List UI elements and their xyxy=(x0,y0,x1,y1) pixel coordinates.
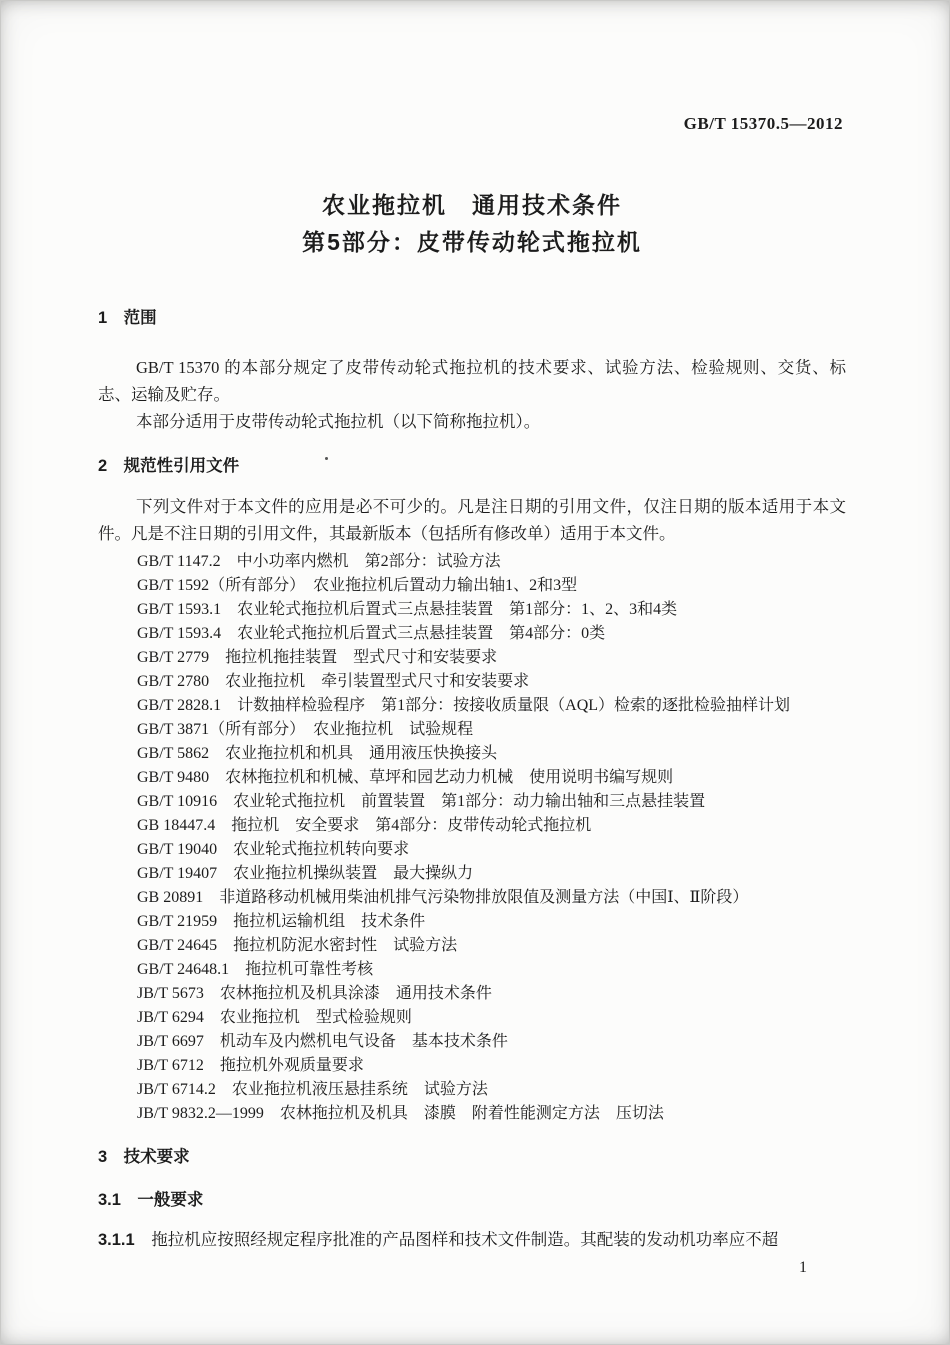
reference-item: JB/T 5673 农林拖拉机及机具涂漆 通用技术条件 xyxy=(137,985,492,1002)
scope-paragraphs xyxy=(98,354,846,435)
section-3-1-heading: 3.1 一般要求 xyxy=(98,1191,204,1209)
clause-3-1-1-number: 3.1.1 xyxy=(98,1231,135,1249)
document-title-line2: 第5部分：皮带传动轮式拖拉机 xyxy=(302,229,642,255)
page-number: 1 xyxy=(799,1259,807,1276)
standard-number: GB/T 15370.5—2012 xyxy=(683,114,843,133)
reference-item: GB/T 24645 拖拉机防泥水密封性 试验方法 xyxy=(137,937,458,954)
reference-item: GB/T 2780 农业拖拉机 牵引装置型式尺寸和安装要求 xyxy=(137,673,530,690)
reference-item: JB/T 6712 拖拉机外观质量要求 xyxy=(137,1057,364,1074)
reference-item: GB/T 1593.4 农业轮式拖拉机后置式三点悬挂装置 第4部分：0类 xyxy=(137,625,606,642)
reference-item: GB/T 19407 农业拖拉机操纵装置 最大操纵力 xyxy=(137,865,474,882)
reference-item: GB/T 19040 农业轮式拖拉机转向要求 xyxy=(137,841,410,858)
document-content xyxy=(1,1,949,1254)
reference-item: GB/T 21959 拖拉机运输机组 技术条件 xyxy=(137,913,426,930)
reference-list xyxy=(98,550,846,1126)
references-intro: 下列文件对于本文件的应用是必不可少的。凡是注日期的引用文件，仅注日期的版本适用于本文件。凡是不注日期的引用文件，其最新版本（包括所有修改单）适用于本文件。 xyxy=(98,497,846,543)
reference-item: JB/T 6697 机动车及内燃机电气设备 基本技术条件 xyxy=(137,1033,508,1050)
section-scope-heading: 1 范围 xyxy=(98,309,157,327)
reference-item: GB/T 9480 农林拖拉机和机械、草坪和园艺动力机械 使用说明书编写规则 xyxy=(137,769,674,786)
section-technical-heading: 3 技术要求 xyxy=(98,1148,190,1166)
reference-item: GB/T 2779 拖拉机拖挂装置 型式尺寸和安装要求 xyxy=(137,649,498,666)
reference-item: JB/T 6294 农业拖拉机 型式检验规则 xyxy=(137,1009,412,1026)
reference-item: GB/T 1592（所有部分） 农业拖拉机后置动力输出轴1、2和3型 xyxy=(137,577,578,594)
section-references-heading: 2 规范性引用文件 xyxy=(98,457,240,475)
references-intro-wrap xyxy=(98,493,846,547)
reference-item: GB/T 5862 农业拖拉机和机具 通用液压快换接头 xyxy=(137,745,498,762)
reference-item: GB/T 3871（所有部分） 农业拖拉机 试验规程 xyxy=(137,721,474,738)
document-title-line1: 农业拖拉机 通用技术条件 xyxy=(322,192,622,218)
reference-item: GB/T 1593.1 农业轮式拖拉机后置式三点悬挂装置 第1部分：1、2、3和4类 xyxy=(137,601,678,618)
reference-item: JB/T 9832.2—1999 农林拖拉机及机具 漆膜 附着性能测定方法 压切法 xyxy=(137,1105,664,1122)
scan-speck xyxy=(325,457,328,460)
document-title xyxy=(98,187,846,261)
reference-item: GB/T 1147.2 中小功率内燃机 第2部分：试验方法 xyxy=(137,553,501,570)
reference-item: GB/T 24648.1 拖拉机可靠性考核 xyxy=(137,961,374,978)
reference-item: GB 20891 非道路移动机械用柴油机排气污染物排放限值及测量方法（中国Ⅰ、Ⅱ阶段） xyxy=(137,889,749,906)
clause-3-1-1-text: 拖拉机应按照经规定程序批准的产品图样和技术文件制造。其配装的发动机功率应不超 xyxy=(134,1230,779,1249)
scope-paragraph-1: GB/T 15370 的本部分规定了皮带传动轮式拖拉机的技术要求、试验方法、检验规则、交货、标志、运输及贮存。 xyxy=(98,358,846,404)
clause-3-1-1 xyxy=(98,1226,846,1254)
reference-item: JB/T 6714.2 农业拖拉机液压悬挂系统 试验方法 xyxy=(137,1081,488,1098)
reference-item: GB/T 10916 农业轮式拖拉机 前置装置 第1部分：动力输出轴和三点悬挂装置 xyxy=(137,793,706,810)
reference-item: GB 18447.4 拖拉机 安全要求 第4部分：皮带传动轮式拖拉机 xyxy=(137,817,592,834)
reference-item: GB/T 2828.1 计数抽样检验程序 第1部分：按接收质量限（AQL）检索的逐批检验抽样计划 xyxy=(137,697,791,714)
scope-paragraph-2: 本部分适用于皮带传动轮式拖拉机（以下简称拖拉机）。 xyxy=(135,412,541,431)
